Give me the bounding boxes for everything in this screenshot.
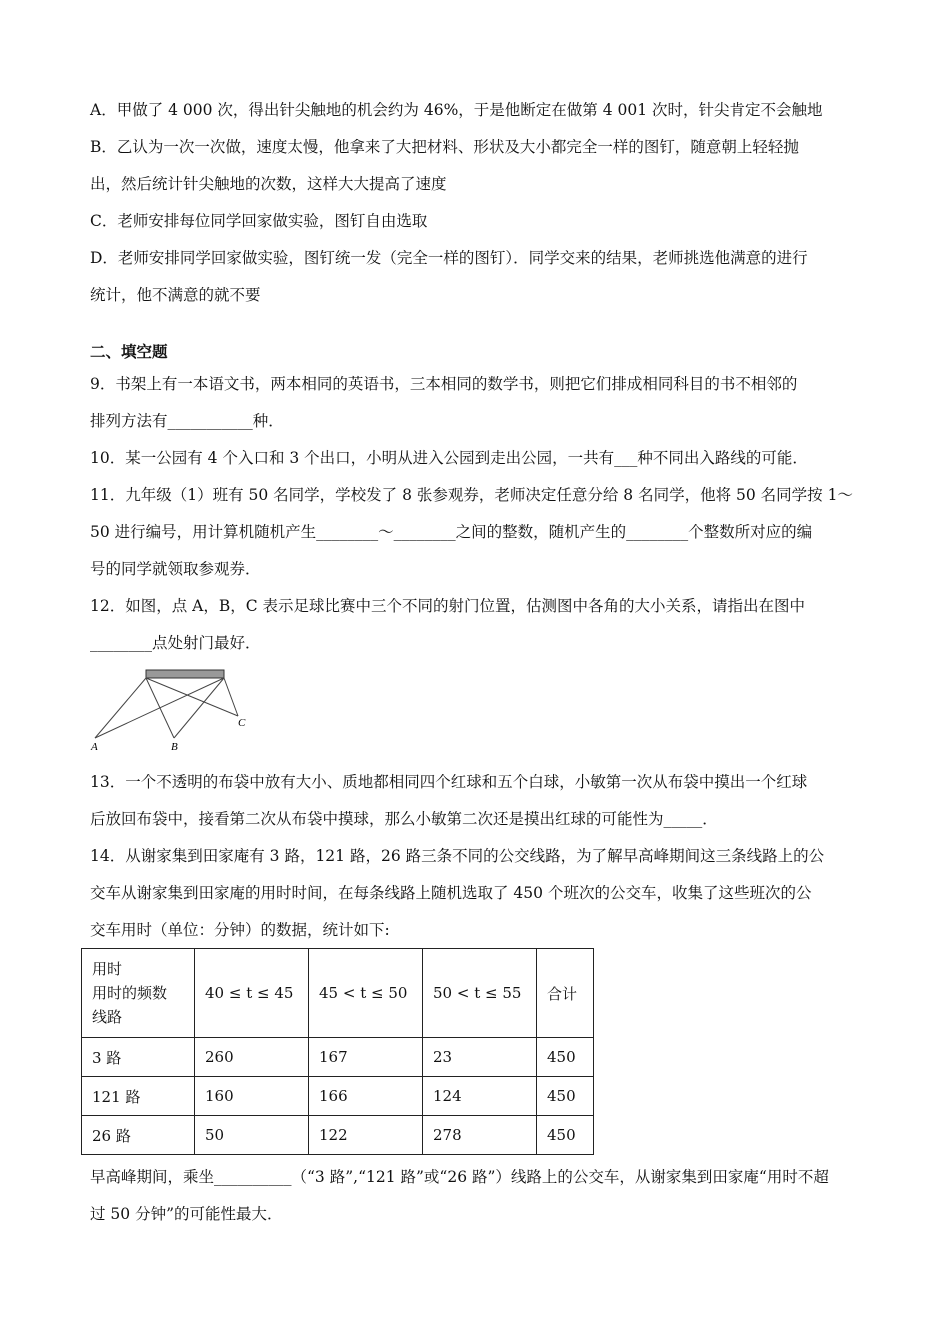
- table-row: [82, 1116, 594, 1155]
- corner-label-time: 用时: [92, 960, 123, 978]
- option-d-line1: D．老师安排同学回家做实验，图钉统一发（完全一样的图钉）．同学交来的结果，老师挑选他满意的进行: [90, 249, 808, 267]
- table-cell: 167: [309, 1038, 423, 1077]
- table-corner-cell: [82, 949, 195, 1038]
- question-11-line3: 号的同学就领取参观券．: [90, 560, 261, 578]
- question-11-line2: 50 进行编号，用计算机随机产生________～________之间的整数，随机产生的________个整数所对应的编: [90, 523, 813, 541]
- question-14-line4: 早高峰期间，乘坐__________（“3 路”,“121 路”或“26 路”）线路上的公交车，从谢家集到田家庵“用时不超: [90, 1168, 829, 1186]
- question-12-line1: 12．如图，点 A，B，C 表示足球比赛中三个不同的射门位置，估测图中各角的大小关系，请指出在图中: [90, 597, 806, 615]
- table-cell: 26 路: [82, 1116, 195, 1155]
- table-cell: 166: [309, 1077, 423, 1116]
- table-cell: 450: [537, 1038, 594, 1077]
- table-cell: 260: [195, 1038, 309, 1077]
- question-13-line1: 13．一个不透明的布袋中放有大小、质地都相同四个红球和五个白球，小敏第一次从布袋中摸出一个红球: [90, 773, 808, 791]
- option-c: C．老师安排每位同学回家做实验，图钉自由选取: [90, 212, 428, 230]
- table-header-cell: 40 ≤ t ≤ 45: [195, 949, 309, 1038]
- table-cell: 124: [423, 1077, 537, 1116]
- question-14-line3: 交车用时（单位：分钟）的数据，统计如下:: [90, 921, 390, 939]
- table-header-cell: 45 < t ≤ 50: [309, 949, 423, 1038]
- point-c-label: C: [238, 717, 246, 729]
- question-14-line2: 交车从谢家集到田家庵的用时时间，在每条线路上随机选取了 450 个班次的公交车，收集了这些班次的公: [90, 884, 812, 902]
- table-header-cell: 50 < t ≤ 55: [423, 949, 537, 1038]
- goal-shooting-figure: [88, 668, 258, 756]
- question-11-line1: 11．九年级（1）班有 50 名同学，学校发了 8 张参观券，老师决定任意分给 8 名同学，他将 50 名同学按 1～: [90, 486, 853, 504]
- question-9-line2: 排列方法有___________种．: [90, 412, 284, 430]
- table-cell: 3 路: [82, 1038, 195, 1077]
- option-d-line2: 统计，他不满意的就不要: [90, 286, 261, 304]
- shooting-lines: [95, 678, 238, 738]
- question-10: 10．某一公园有 4 个入口和 3 个出口，小明从进入公园到走出公园，一共有___种不同出入路线的可能．: [90, 449, 808, 467]
- option-b-line2: 出，然后统计针尖触地的次数，这样大大提高了速度: [90, 175, 447, 193]
- option-a: A．甲做了 4 000 次，得出针尖触地的机会约为 46%，于是他断定在做第 4 001 次时，针尖肯定不会触地: [90, 101, 823, 119]
- corner-label-route: 线路: [92, 1008, 123, 1026]
- table-cell: 160: [195, 1077, 309, 1116]
- table-cell: 450: [537, 1077, 594, 1116]
- option-b-line1: B．乙认为一次一次做，速度太慢，他拿来了大把材料、形状及大小都完全一样的图钉，随意朝上轻轻抛: [90, 138, 799, 156]
- goal-bar: [146, 670, 224, 678]
- point-a-label: A: [91, 741, 98, 753]
- question-12-line2: ________点处射门最好．: [90, 634, 261, 652]
- table-cell: 50: [195, 1116, 309, 1155]
- table-cell: 121 路: [82, 1077, 195, 1116]
- question-14-line1: 14．从谢家集到田家庵有 3 路，121 路，26 路三条不同的公交线路，为了解早高峰期间这三条线路上的公: [90, 847, 825, 865]
- table-cell: 278: [423, 1116, 537, 1155]
- point-b-label: B: [171, 741, 178, 753]
- table-row: [82, 1077, 594, 1116]
- table-cell: 122: [309, 1116, 423, 1155]
- question-14-line5: 过 50 分钟”的可能性最大．: [90, 1205, 283, 1223]
- table-header-cell: 合计: [537, 949, 594, 1038]
- question-9-line1: 9．书架上有一本语文书，两本相同的英语书，三本相同的数学书，则把它们排成相同科目的书不相邻的: [90, 375, 798, 393]
- table-cell: 23: [423, 1038, 537, 1077]
- frequency-table: [81, 948, 594, 1155]
- question-13-line2: 后放回布袋中，接看第二次从布袋中摸球，那么小敏第二次还是摸出红球的可能性为_____．: [90, 810, 718, 828]
- section-heading: 二、填空题: [90, 343, 168, 361]
- corner-label-frequency: 用时的频数: [92, 984, 168, 1002]
- table-header-row: [82, 949, 594, 1038]
- table-row: [82, 1038, 594, 1077]
- table-cell: 450: [537, 1116, 594, 1155]
